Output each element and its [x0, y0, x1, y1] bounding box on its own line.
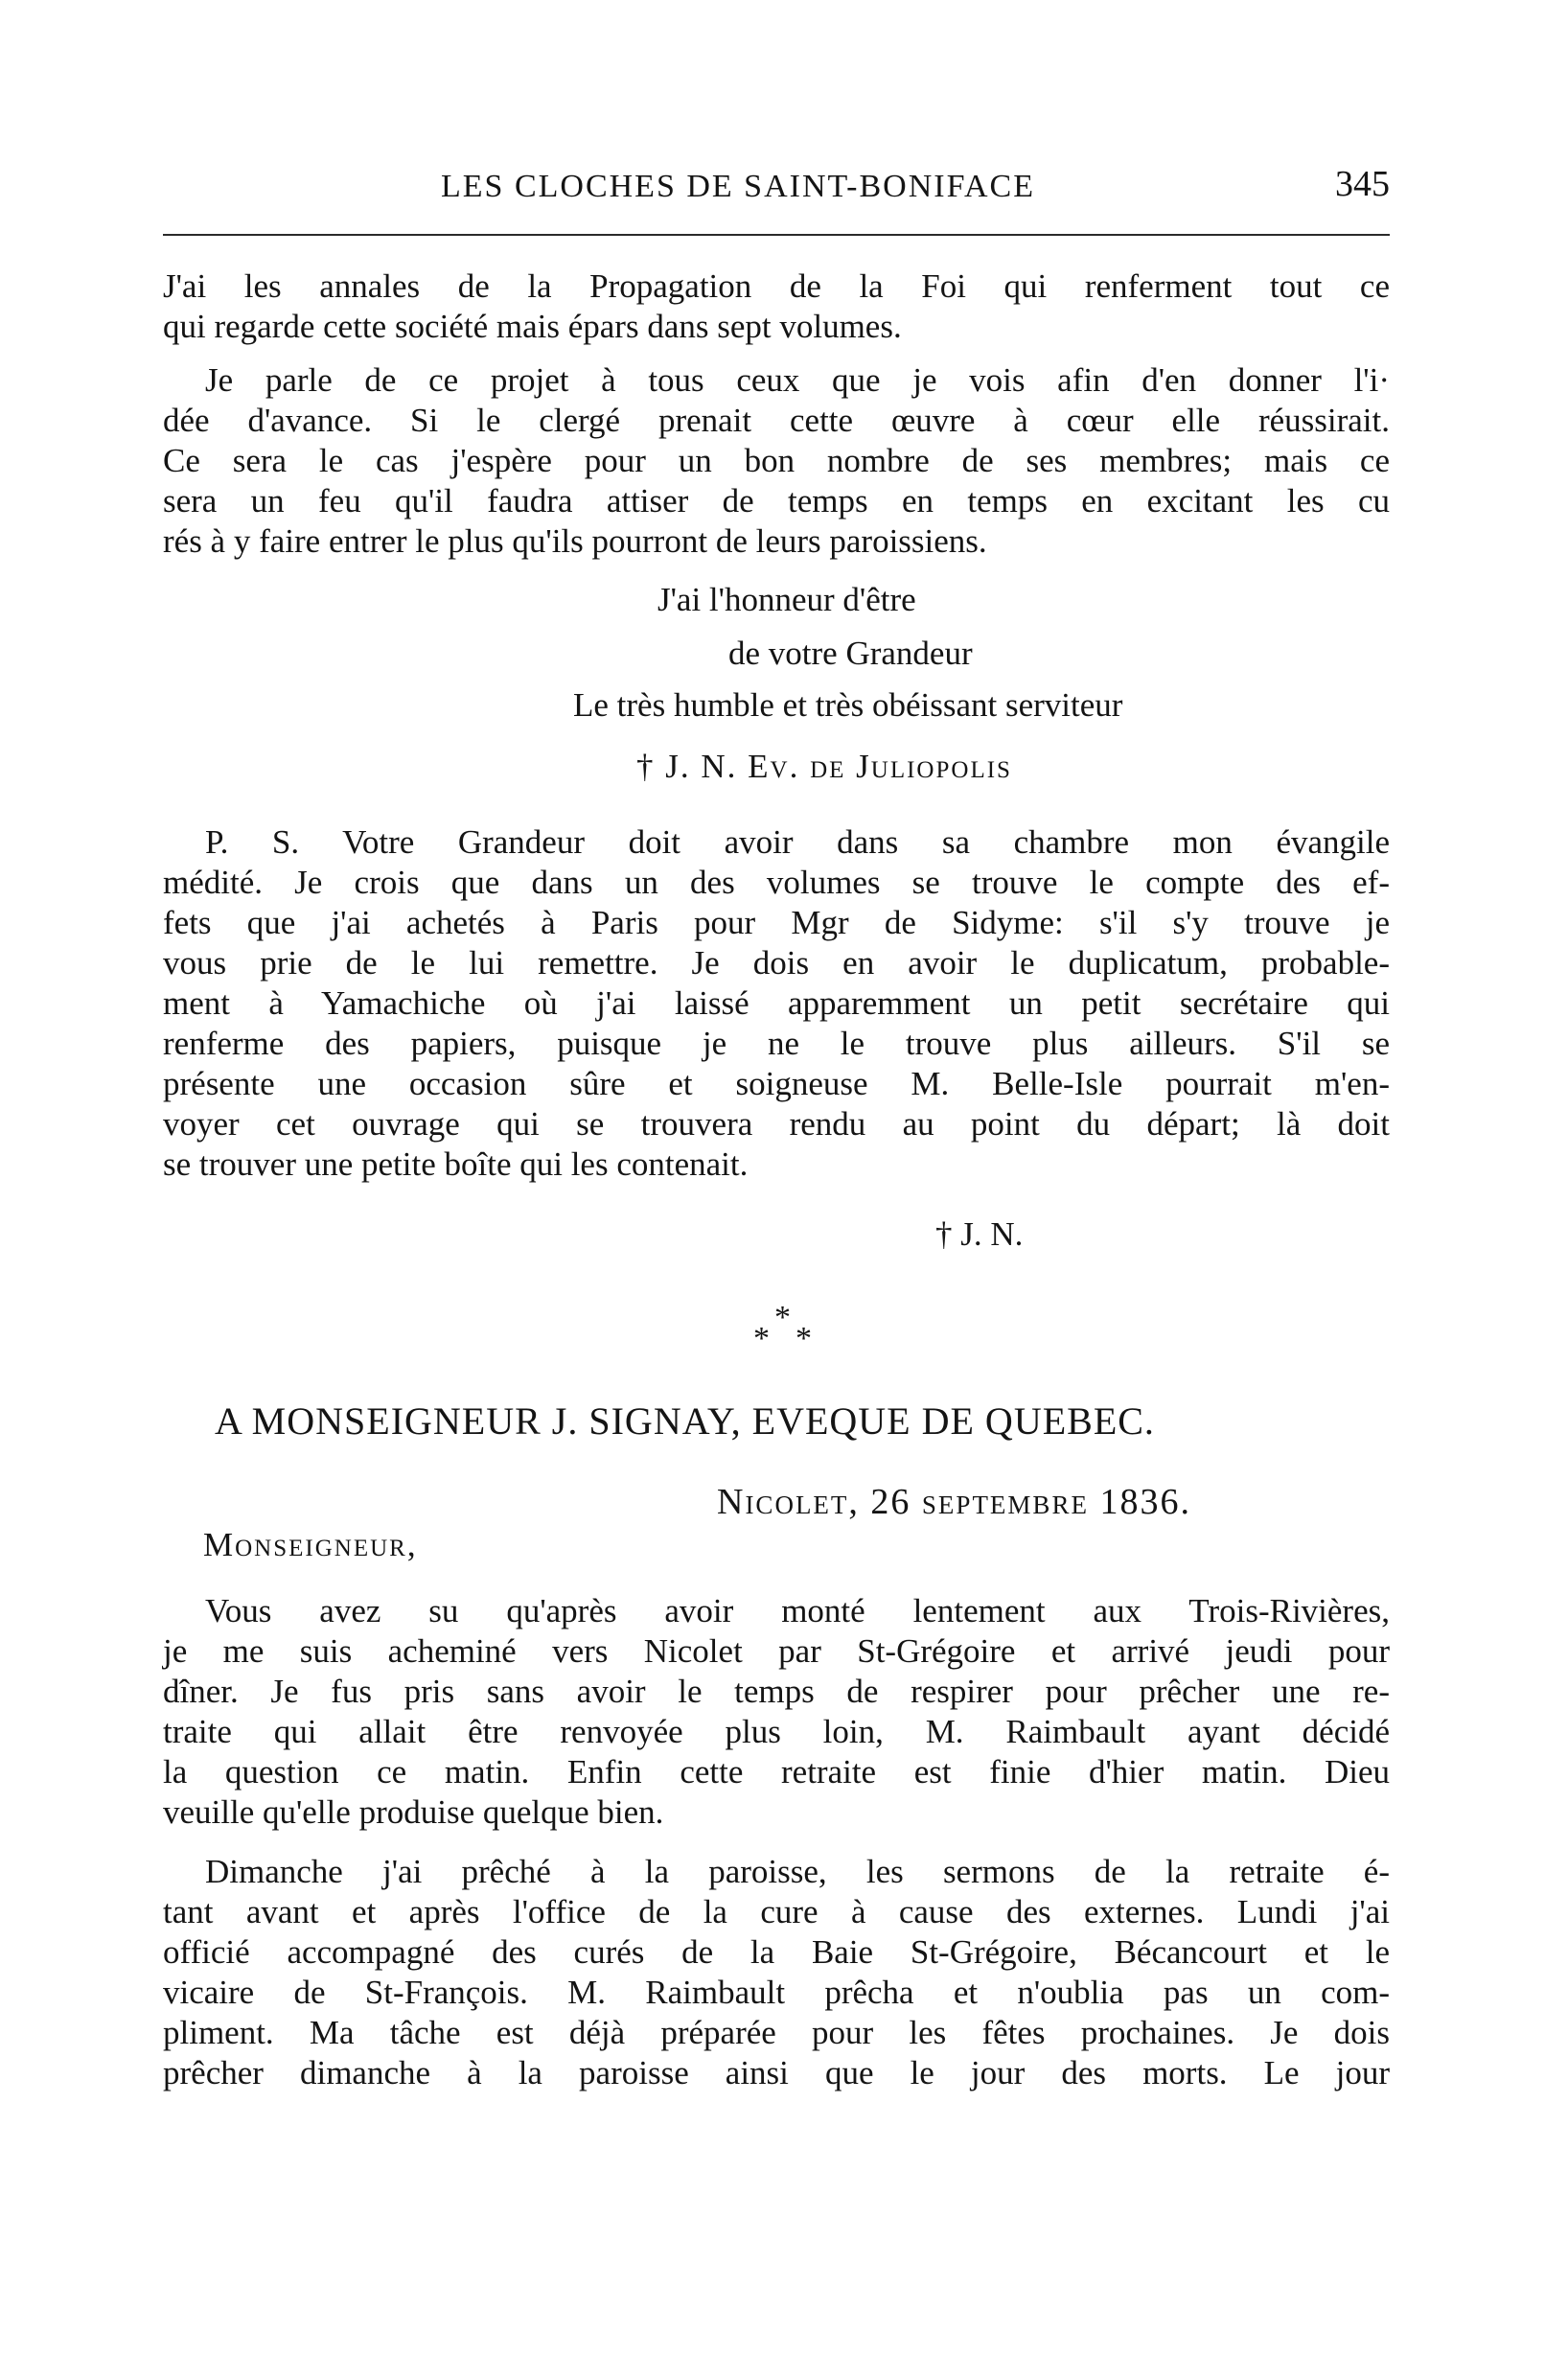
text-line: se trouver une petite boîte qui les contenait. [163, 1145, 749, 1183]
asterism-star: * [774, 1300, 791, 1335]
closing-line: J'ai l'honneur d'être [657, 581, 916, 618]
text-line: Dimanche j'ai prêché à la paroisse, les sermons de la retraite é- [205, 1853, 1390, 1890]
text-line: dîner. Je fus pris sans avoir le temps de respirer pour prêcher une re- [163, 1673, 1390, 1710]
header-rule [163, 234, 1390, 236]
text-line: dée d'avance. Si le clergé prenait cette œuvre à cœur elle réussirait. [163, 402, 1390, 439]
asterism-star: * [753, 1321, 770, 1356]
text-line: je me suis acheminé vers Nicolet par St-Grégoire et arrivé jeudi pour [163, 1632, 1390, 1670]
text-line: J'ai les annales de la Propagation de la Foi qui renferment tout ce [163, 267, 1390, 305]
text-line: pliment. Ma tâche est déjà préparée pour les fêtes prochaines. Je dois [163, 2014, 1390, 2051]
text-line: traite qui allait être renvoyée plus loin, M. Raimbault ayant décidé [163, 1713, 1390, 1750]
text-line: fets que j'ai achetés à Paris pour Mgr de Sidyme: s'il s'y trouve je [163, 904, 1390, 941]
text-line: tant avant et après l'office de la cure à cause des externes. Lundi j'ai [163, 1893, 1390, 1930]
text-line: médité. Je crois que dans un des volumes se trouve le compte des ef- [163, 864, 1390, 901]
text-line: officié accompagné des curés de la Baie St-Grégoire, Bécancourt et le [163, 1933, 1390, 1971]
salutation: Monseigneur, [203, 1526, 418, 1563]
text-line: Vous avez su qu'après avoir monté lentement aux Trois-Rivières, [205, 1592, 1390, 1629]
text-line: présente une occasion sûre et soigneuse M. Belle-Isle pourrait m'en- [163, 1065, 1390, 1102]
text-line: qui regarde cette société mais épars dans sept volumes. [163, 308, 902, 345]
closing-line: Le très humble et très obéissant serviteur [573, 686, 1123, 724]
text-line: vous prie de le lui remettre. Je dois en avoir le duplicatum, probable- [163, 944, 1390, 982]
text-line: renferme des papiers, puisque je ne le trouve plus ailleurs. S'il se [163, 1025, 1390, 1062]
page-header [163, 163, 1390, 220]
text-line: vicaire de St-François. M. Raimbault prêcha et n'oublia pas un com- [163, 1974, 1390, 2011]
signature: † J. N. Ev. de Juliopolis [636, 748, 1012, 785]
asterism-star: * [796, 1321, 812, 1356]
text-line: rés à y faire entrer le plus qu'ils pourront de leurs paroissiens. [163, 522, 987, 560]
ps-signature: † J. N. [935, 1215, 1024, 1253]
text-line: P. S. Votre Grandeur doit avoir dans sa chambre mon évangile [205, 823, 1390, 861]
text-line: sera un feu qu'il faudra attiser de temps en temps en excitant les cu [163, 482, 1390, 520]
closing-line: de votre Grandeur [728, 635, 973, 672]
asterism-divider [744, 1302, 820, 1359]
text-line: la question ce matin. Enfin cette retraite est finie d'hier matin. Dieu [163, 1753, 1390, 1791]
dateline: Nicolet, 26 septembre 1836. [717, 1482, 1191, 1522]
text-line: Ce sera le cas j'espère pour un bon nombre de ses membres; mais ce [163, 442, 1390, 479]
text-line: veuille qu'elle produise quelque bien. [163, 1793, 664, 1831]
text-line: voyer cet ouvrage qui se trouvera rendu au point du départ; là doit [163, 1105, 1390, 1143]
text-line: Je parle de ce projet à tous ceux que je vois afin d'en donner l'i· [205, 361, 1390, 399]
text-line: ment à Yamachiche où j'ai laissé apparemment un petit secrétaire qui [163, 984, 1390, 1022]
letter-title: A MONSEIGNEUR J. SIGNAY, EVEQUE DE QUEBEC. [215, 1399, 1155, 1443]
text-line: prêcher dimanche à la paroisse ainsi que le jour des morts. Le jour [163, 2054, 1390, 2091]
running-title: LES CLOCHES DE SAINT-BONIFACE [441, 169, 1035, 204]
page-number: 345 [1335, 164, 1390, 204]
